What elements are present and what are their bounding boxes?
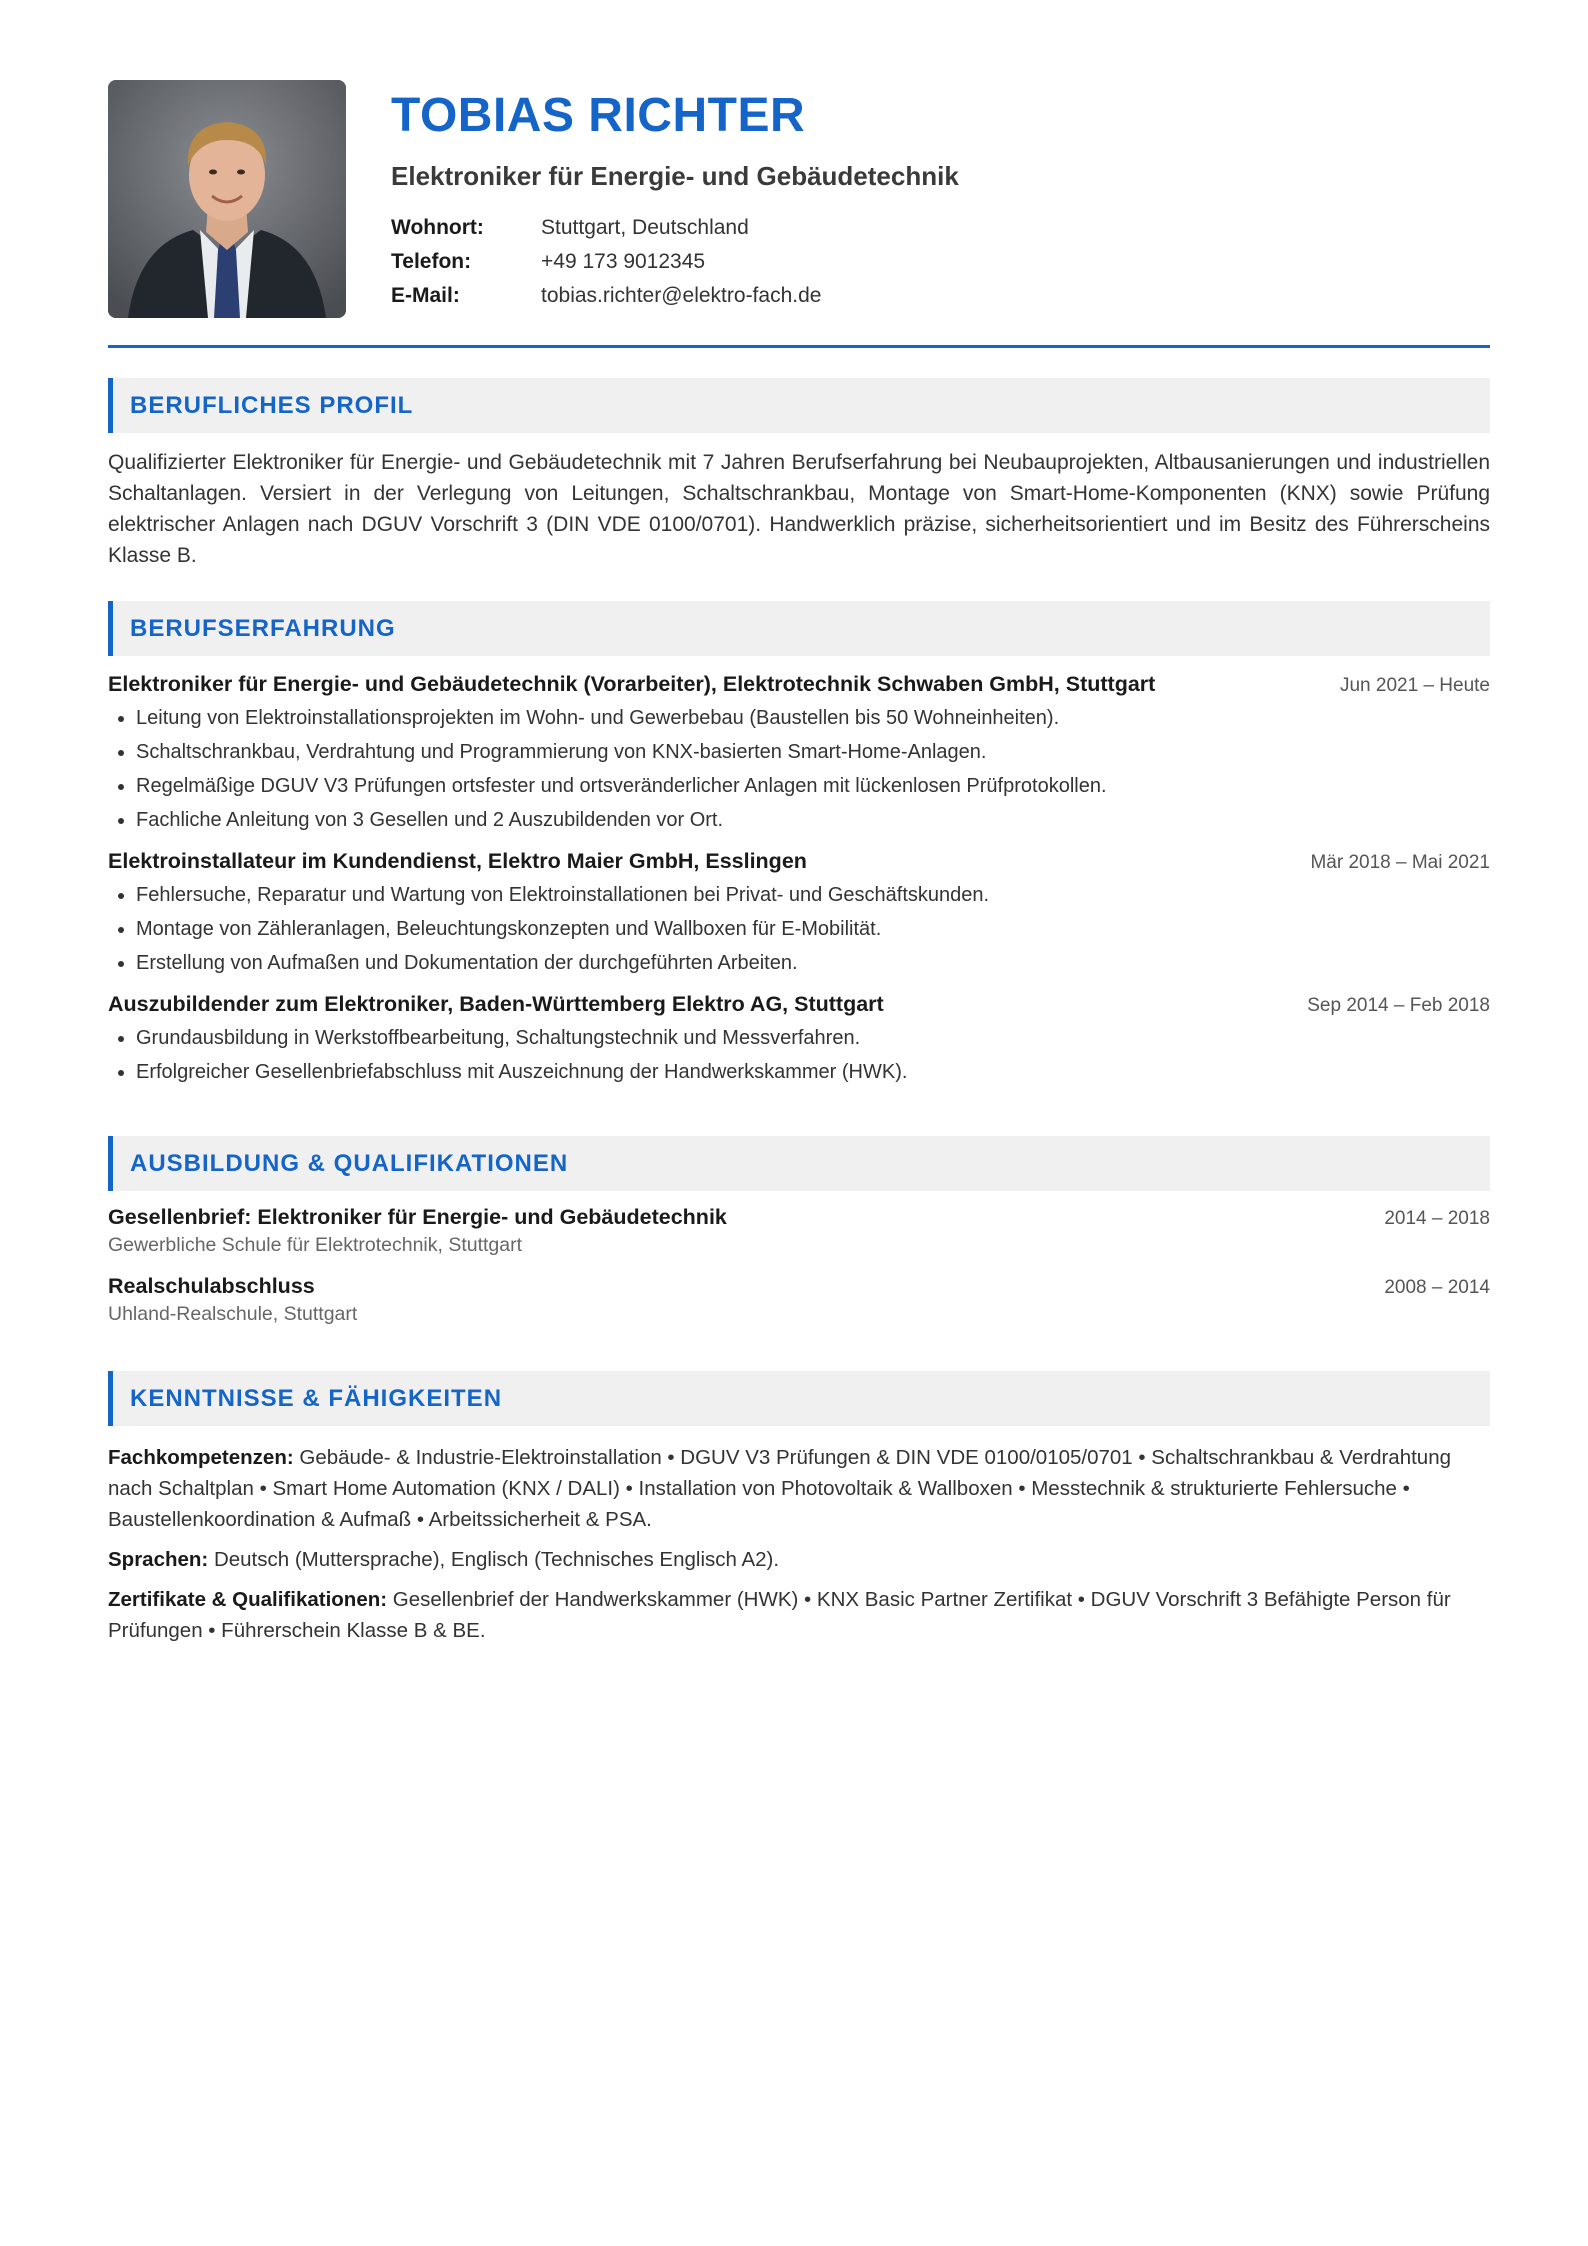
list-item: • Grundausbildung in Werkstoffbearbeitung, Schaltungstechnik und Messverfahren. bbox=[136, 1021, 1490, 1055]
education-entry bbox=[108, 1274, 1490, 1329]
contact-row-phone bbox=[391, 245, 1490, 279]
list-item: • Regelmäßige DGUV V3 Prüfungen ortsfester und ortsveränderlicher Anlagen mit lückenlosen Prüfprotokollen. bbox=[136, 769, 1490, 803]
skill-line bbox=[108, 1544, 1490, 1575]
education-header bbox=[108, 1274, 1490, 1299]
skill-line bbox=[108, 1584, 1490, 1646]
skill-text: Gebäude- & Industrie-Elektroinstallation • DGUV V3 Prüfungen & DIN VDE 0100/0105/0701 • Schaltschrankbau & Verdrahtung nach Schaltplan • Smart Home Automation (KNX / DALI) • Installation von Photovoltaik & Wallboxen • Messtechnik & strukturierte Fehlersuche • Baustellenkoordination & Aufmaß • Arbeitssicherheit & PSA. bbox=[108, 1446, 1452, 1531]
list-item: • Fachliche Anleitung von 3 Gesellen und 2 Auszubildenden vor Ort. bbox=[136, 803, 1490, 837]
job-date: Mär 2018 – Mai 2021 bbox=[1310, 852, 1490, 873]
education-title: Gesellenbrief: Elektroniker für Energie- und Gebäudetechnik bbox=[108, 1205, 727, 1229]
profile-section bbox=[108, 378, 1490, 571]
skills-section bbox=[108, 1371, 1490, 1646]
education-school: Gewerbliche Schule für Elektrotechnik, Stuttgart bbox=[108, 1234, 523, 1256]
job-entry bbox=[108, 672, 1490, 837]
job-header bbox=[108, 849, 1490, 874]
job-date: Sep 2014 – Feb 2018 bbox=[1307, 995, 1490, 1016]
education-section bbox=[108, 1136, 1490, 1329]
contact-row-location bbox=[391, 211, 1490, 245]
section-title-skills: KENNTNISSE & FÄHIGKEITEN bbox=[108, 1371, 1490, 1426]
job-title: Elektroniker für Energie- und Gebäudetechnik (Vorarbeiter), Elektrotechnik Schwaben GmbH, Stuttgart bbox=[108, 672, 1156, 696]
portrait-image bbox=[108, 80, 346, 318]
skill-label: Fachkompetenzen: bbox=[108, 1446, 294, 1469]
header-info bbox=[391, 84, 1490, 313]
skill-text: Deutsch (Muttersprache), Englisch (Technisches Englisch A2). bbox=[208, 1548, 780, 1571]
education-school: Uhland-Realschule, Stuttgart bbox=[108, 1303, 358, 1325]
contact-label: E-Mail: bbox=[391, 283, 460, 307]
contact-value: +49 173 9012345 bbox=[541, 249, 706, 273]
contact-label: Wohnort: bbox=[391, 215, 484, 239]
list-item: • Leitung von Elektroinstallationsprojekten im Wohn- und Gewerbebau (Baustellen bis 50 Wohneinheiten). bbox=[136, 701, 1490, 735]
contact-row-email bbox=[391, 279, 1490, 313]
job-date: Jun 2021 – Heute bbox=[1339, 675, 1490, 696]
education-date: 2014 – 2018 bbox=[1384, 1208, 1490, 1229]
job-bullets bbox=[108, 701, 1490, 837]
education-header bbox=[108, 1205, 1490, 1230]
job-title: Auszubildender zum Elektroniker, Baden-Württemberg Elektro AG, Stuttgart bbox=[108, 992, 884, 1016]
job-header bbox=[108, 992, 1490, 1017]
job-header bbox=[108, 672, 1490, 697]
contact-value: tobias.richter@elektro-fach.de bbox=[541, 283, 822, 307]
section-title-profile: BERUFLICHES PROFIL bbox=[108, 378, 1490, 433]
section-title-education: AUSBILDUNG & QUALIFIKATIONEN bbox=[108, 1136, 1490, 1191]
contact-value: Stuttgart, Deutschland bbox=[541, 215, 749, 239]
section-title-experience: BERUFSERFAHRUNG bbox=[108, 601, 1490, 656]
skill-label: Sprachen: bbox=[108, 1548, 209, 1571]
candidate-name: TOBIAS RICHTER bbox=[391, 89, 806, 142]
profile-photo bbox=[108, 80, 346, 318]
skill-label: Zertifikate & Qualifikationen: bbox=[108, 1588, 388, 1611]
job-title: Elektroinstallateur im Kundendienst, Elektro Maier GmbH, Esslingen bbox=[108, 849, 807, 873]
skill-line bbox=[108, 1442, 1490, 1535]
job-title: Elektroniker für Energie- und Gebäudetechnik bbox=[391, 161, 959, 191]
list-item: • Fehlersuche, Reparatur und Wartung von Elektroinstallationen bei Privat- und Geschäftskunden. bbox=[136, 878, 1490, 912]
experience-section bbox=[108, 601, 1490, 1089]
list-item: • Erfolgreicher Gesellenbriefabschluss mit Auszeichnung der Handwerkskammer (HWK). bbox=[136, 1055, 1490, 1089]
contact-label: Telefon: bbox=[391, 249, 472, 273]
skill-text: Gesellenbrief der Handwerkskammer (HWK) • KNX Basic Partner Zertifikat • DGUV Vorschrift 3 Befähigte Person für Prüfungen • Führerschein Klasse B & BE. bbox=[108, 1588, 1451, 1642]
job-entry bbox=[108, 849, 1490, 980]
education-title: Realschulabschluss bbox=[108, 1274, 315, 1298]
list-item: • Montage von Zähleranlagen, Beleuchtungskonzepten und Wallboxen für E-Mobilität. bbox=[136, 912, 1490, 946]
list-item: • Schaltschrankbau, Verdrahtung und Programmierung von KNX-basierten Smart-Home-Anlagen. bbox=[136, 735, 1490, 769]
job-entry bbox=[108, 992, 1490, 1089]
education-entry bbox=[108, 1205, 1490, 1260]
education-date: 2008 – 2014 bbox=[1384, 1277, 1490, 1298]
job-bullets bbox=[108, 878, 1490, 980]
header-divider bbox=[108, 345, 1490, 348]
cv-page bbox=[108, 80, 1490, 1642]
contact-list bbox=[391, 211, 1490, 313]
job-bullets bbox=[108, 1021, 1490, 1089]
profile-text: Qualifizierter Elektroniker für Energie- und Gebäudetechnik mit 7 Jahren Berufserfahrung bei Neubauprojekten, Altbausanierungen und industriellen Schaltanlagen. Versiert in der Verlegung von Leitungen, Schaltschrankbau, Montage von Smart-Home-Komponenten (KNX) sowie Prüfung elektrischer Anlagen nach DGUV Vorschrift 3 (DIN VDE 0100/0701). Handwerklich präzise, sicherheitsorientiert und im Besitz des Führerscheins Klasse B. bbox=[108, 451, 1490, 567]
list-item: • Erstellung von Aufmaßen und Dokumentation der durchgeführten Arbeiten. bbox=[136, 946, 1490, 980]
cv-header bbox=[108, 80, 1490, 318]
